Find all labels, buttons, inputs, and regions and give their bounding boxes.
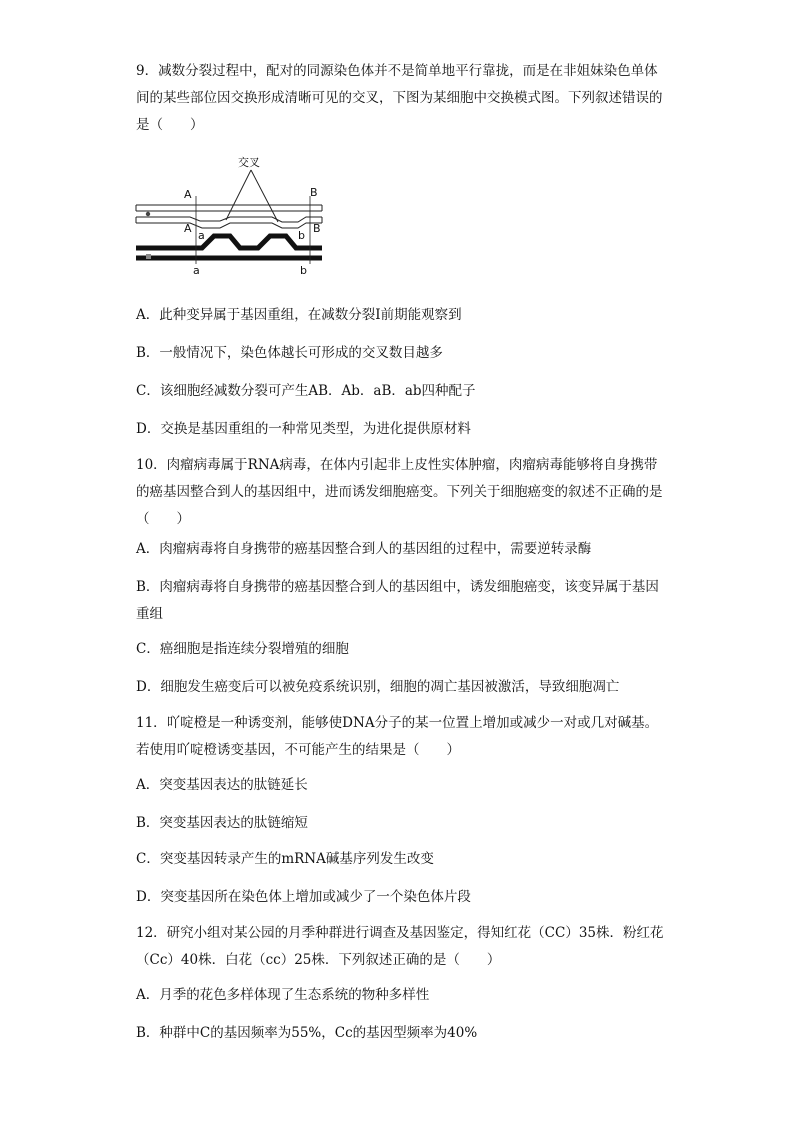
label-B-mid: B (313, 222, 321, 235)
dark-chromatids (136, 236, 322, 259)
question-10-option-a: A．肉瘤病毒将自身携带的癌基因整合到人的基因组的过程中，需要逆转录酶 (136, 541, 592, 557)
question-12-option-a: A．月季的花色多样体现了生态系统的物种多样性 (136, 987, 430, 1003)
question-10-stem: 10．肉瘤病毒属于RNA病毒，在体内引起非上皮性实体肿瘤，肉瘤病毒能够将自身携带的癌基因整合到人的基因组中，进而诱发细胞癌变。下列关于细胞癌变的叙述不正确的是（ ） (136, 457, 663, 527)
question-11-option-b: B．突变基因表达的肽链缩短 (136, 815, 308, 831)
question-9-option-a: A．此种变异属于基因重组，在减数分裂I前期能观察到 (136, 307, 462, 323)
question-11-option-a: A．突变基因表达的肽链延长 (136, 777, 308, 793)
label-b-mid: b (298, 229, 305, 242)
question-11-option-c: C．突变基因转录产生的mRNA碱基序列发生改变 (136, 851, 434, 867)
question-9-option-c: C．该细胞经减数分裂可产生AB．Ab．aB．ab四种配子 (136, 383, 476, 399)
question-10-option-b: B．肉瘤病毒将自身携带的癌基因整合到人的基因组中，诱发细胞癌变，该变异属于基因重组 (136, 579, 659, 622)
label-A-top: A (184, 188, 192, 201)
question-11-option-d: D．突变基因所在染色体上增加或减少了一个染色体片段 (136, 889, 471, 905)
label-cross: 交叉 (238, 156, 260, 169)
label-A-mid: A (184, 222, 192, 235)
question-10-option-c: C．癌细胞是指连续分裂增殖的细胞 (136, 641, 349, 657)
question-11-stem: 11．吖啶橙是一种诱变剂，能够使DNA分子的某一位置上增加或减少一对或几对碱基。若使用吖啶橙诱变基因，不可能产生的结果是（ ） (136, 715, 659, 758)
question-12-stem: 12．研究小组对某公园的月季种群进行调查及基因鉴定，得知红花（CC）35株．粉红花（Cc）40株．白花（cc）25株．下列叙述正确的是（ ） (136, 925, 664, 968)
question-9-stem: 9．减数分裂过程中，配对的同源染色体并不是简单地平行靠拢，而是在非姐妹染色单体间的某些部位因交换形成清晰可见的交叉，下图为某细胞中交换模式图。下列叙述错误的是（ ） (136, 63, 663, 133)
light-chromatids (136, 205, 322, 228)
question-9-option-b: B．一般情况下，染色体越长可形成的交叉数目越多 (136, 345, 443, 361)
label-a-bot: a (193, 264, 200, 277)
question-10-option-d: D．细胞发生癌变后可以被免疫系统识别，细胞的凋亡基因被激活，导致细胞凋亡 (136, 679, 620, 695)
question-12-option-b: B．种群中C的基因频率为55%，Cc的基因型频率为40% (136, 1025, 478, 1041)
label-b-bot: b (300, 264, 307, 277)
label-a-mid: a (198, 229, 205, 242)
question-9-option-d: D．交换是基因重组的一种常见类型，为进化提供原材料 (136, 421, 471, 437)
crossing-over-diagram (130, 150, 330, 280)
label-B-top: B (310, 186, 318, 199)
